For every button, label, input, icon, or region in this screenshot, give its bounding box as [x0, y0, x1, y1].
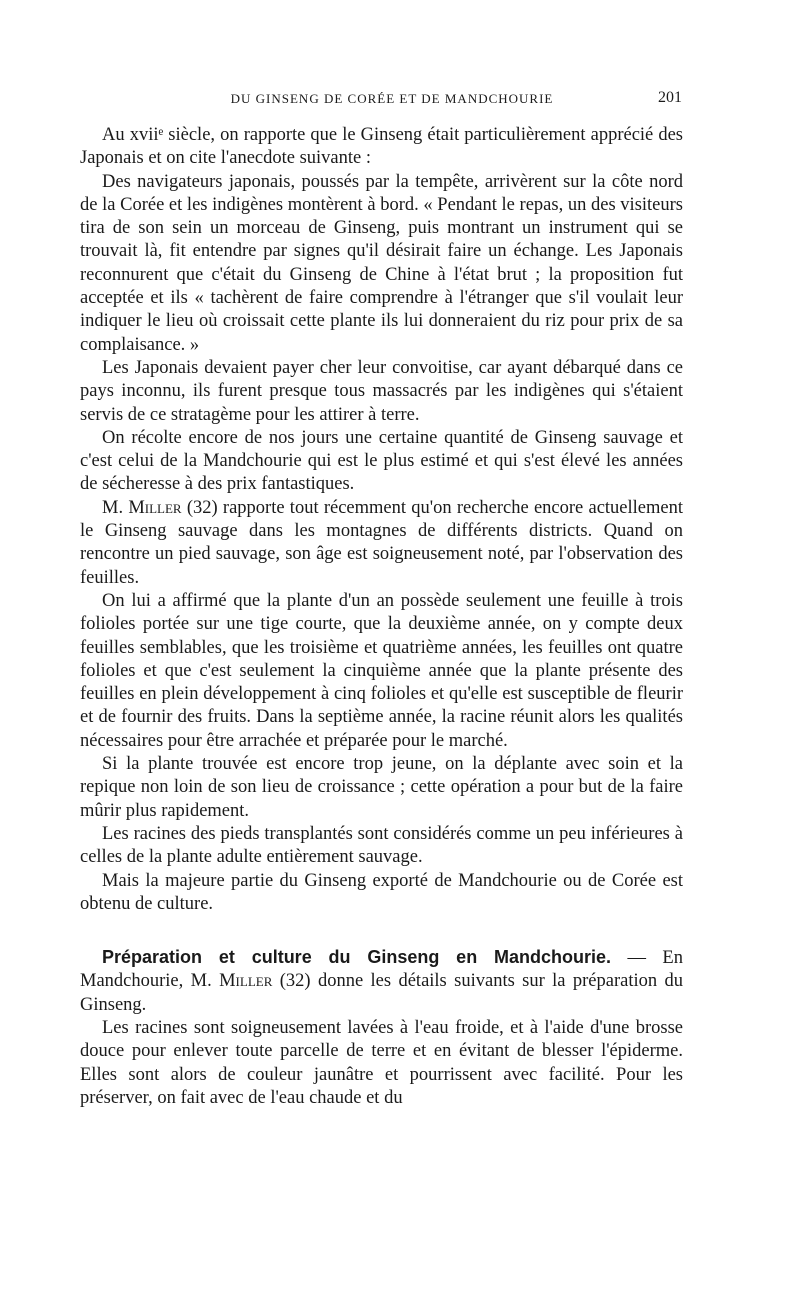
paragraph-transplanted-roots: Les racines des pieds transplantés sont considérés comme un peu inférieures à celles de la plante adulte entièrement sauvage. — [80, 823, 683, 868]
body-text — [80, 124, 683, 1110]
paragraph-xvii-century: Au xviiᵉ siècle, on rapporte que le Ginseng était particulièrement apprécié des Japonais et on cite l'anecdote suivante : — [80, 125, 683, 169]
paragraph-leaf-ages: On lui a affirmé que la plante d'un an possède seulement une feuille à trois folioles portée sur une tige courte, que la deuxième année, on y compte deux feuilles semblables, que les troisième et quatrième années, les feuilles ont quatre folioles et que c'est seulement la cinquième année que la plante présente des feuilles en plein développement à cinq folioles et qu'elle est susceptible de fleurir et de fournir des fruits. Dans la septième année, la racine réunit alors les qualités nécessaires pour être arrachée et préparée pour le marché. — [80, 590, 683, 751]
author-name-miller: Miller — [128, 497, 182, 518]
section-heading: Préparation et culture du Ginseng en Mandchourie. — [102, 947, 612, 968]
paragraph-japanese-navigators: Des navigateurs japonais, poussés par la tempête, arrivèrent sur la côte nord de la Corée et les indigènes montèrent à bord. « Pendant le repas, un des visiteurs tira de son sein un morceau de Ginseng, puis montrant un instrument qui se trouvait là, fit entendre par signes qu'il désirait faire un échange. Les Japonais reconnurent que c'était du Ginseng de Chine à l'état brut ; la proposition fut acceptée et ils « tachèrent de faire comprendre à l'étranger que s'il voulait leur indiquer le lieu où croissait cette plante ils lui donneraient du riz pour prix de sa complaisance. » — [80, 171, 683, 355]
section-author-name-miller: Miller — [219, 971, 273, 992]
paragraph-cultivated: Mais la majeure partie du Ginseng exporté de Mandchourie ou de Corée est obtenu de culture. — [80, 870, 683, 914]
paragraph-root-washing: Les racines sont soigneusement lavées à l'eau froide, et à l'aide d'une brosse douce pour enlever toute parcelle de terre et en évitant de blesser l'épiderme. Elles sont alors de couleur jaunâtre et pourrissent avec facilité. Pour les préserver, on fait avec de l'eau chaude et du — [80, 1017, 683, 1108]
paragraph-miller-report — [80, 497, 683, 590]
paragraph-transplant: Si la plante trouvée est encore trop jeune, on la déplante avec soin et la repique non loin de son lieu de croissance ; cette opération a pour but de la faire mûrir plus rapidement. — [80, 754, 683, 821]
paragraph-wild-harvest: On récolte encore de nos jours une certaine quantité de Ginseng sauvage et c'est celui de la Mandchourie qui est le plus estimé et qui s'est élevé les années de sécheresse à des prix fantastiques. — [80, 427, 683, 495]
section-text: (32) donne les détails suivants sur la préparation du Ginseng. — [80, 971, 683, 1015]
miller-text: (32) rapporte tout récemment qu'on recherche encore actuellement le Ginseng sauvage dans les montagnes de différents districts. Quand on rencontre un pied sauvage, son âge est soigneusement noté, par l'observation des feuilles. — [80, 497, 684, 588]
page-number: 201 — [658, 89, 682, 106]
paragraph-section-intro — [80, 946, 683, 1017]
running-title: DU GINSENG DE CORÉE ET DE MANDCHOURIE — [230, 91, 554, 106]
paragraph-massacre: Les Japonais devaient payer cher leur convoitise, car ayant débarqué dans ce pays inconnu, ils furent presque tous massacrés par les indigènes qui s'étaient servis de ce stratagème pour les attirer à terre. — [80, 357, 683, 425]
section-spacer — [80, 916, 683, 946]
running-head — [102, 88, 682, 112]
miller-prefix: M. — [102, 497, 129, 518]
section-lead: — En Mandchourie, M. — [80, 948, 683, 992]
